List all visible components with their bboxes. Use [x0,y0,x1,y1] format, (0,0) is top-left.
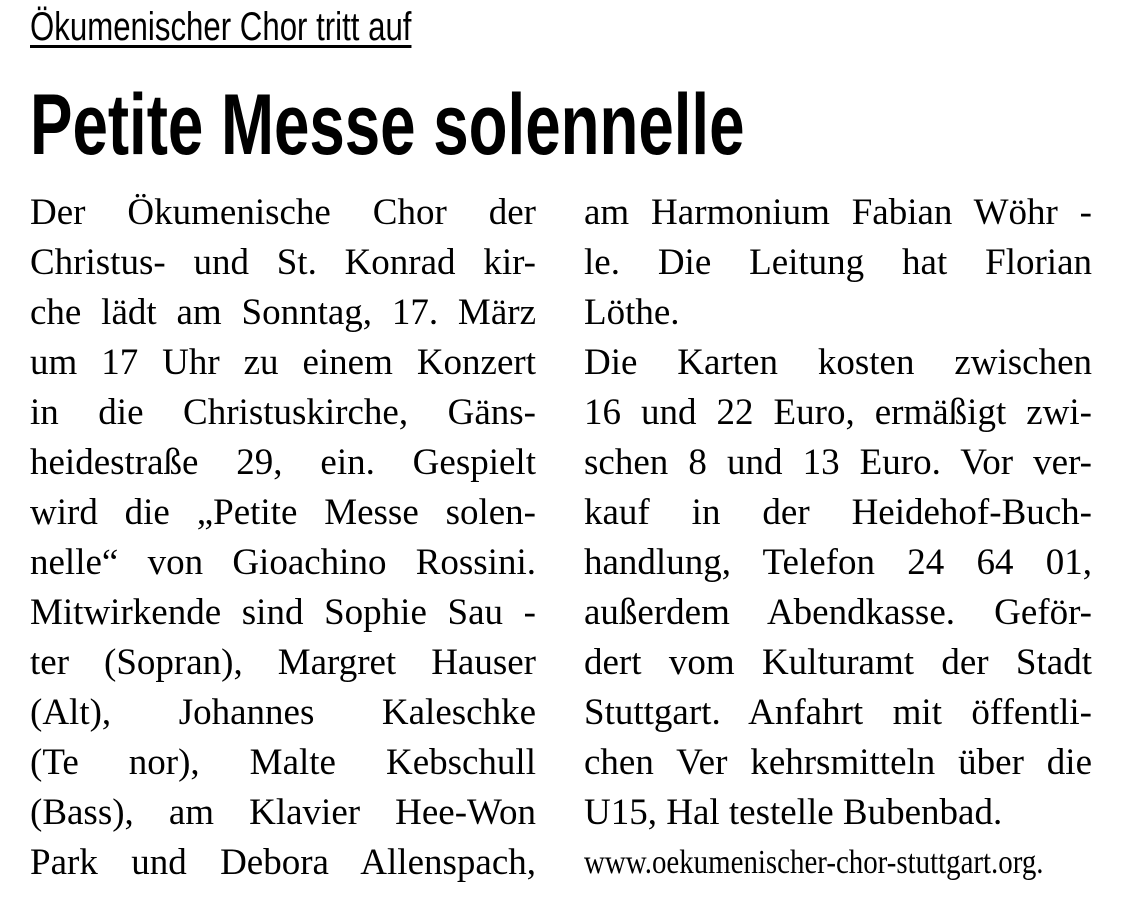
body-line: kauf in der Heidehof-Buch- [584,492,1092,533]
body-line: Die Karten kosten zwischen [584,342,1092,383]
body-line: um 17 Uhr zu einem Konzert [30,342,536,383]
body-line: handlung, Telefon 24 64 01, [584,542,1092,583]
body-line: (Te nor), Malte Kebschull [30,742,536,783]
body-line: (Bass), am Klavier Hee-Won [30,792,536,833]
body-line: U15, Hal testelle Bubenbad. [584,792,1003,833]
body-line: Der Ökumenische Chor der [30,192,536,233]
body-line: che lädt am Sonntag, 17. März [30,292,536,333]
body-line: dert vom Kulturamt der Stadt [584,642,1092,683]
body-line: Christus- und St. Konrad kir- [30,242,536,283]
body-line: Stuttgart. Anfahrt mit öffentli- [584,692,1092,733]
website-url: www.oekumenischer-chor-stuttgart.org. [584,844,1044,881]
body-line: wird die „Petite Messe solen- [30,492,536,533]
body-line: 16 und 22 Euro, ermäßigt zwi- [584,392,1092,433]
article-headline: Petite Messe solennelle [30,77,745,173]
article-column-2 [584,188,1092,888]
body-line: le. Die Leitung hat Florian [584,242,1092,283]
body-line: heidestraße 29, ein. Gespielt [30,442,536,483]
body-line: Mitwirkende sind Sophie Sau - [30,592,536,633]
body-line: außerdem Abendkasse. Geför- [584,592,1092,633]
body-line: Löthe. [584,292,680,333]
body-line: chen Ver kehrsmitteln über die [584,742,1092,783]
kicker-headline: Ökumenischer Chor tritt auf [30,5,412,49]
body-line: schen 8 und 13 Euro. Vor ver- [584,442,1092,483]
article-column-1 [30,188,536,888]
body-line: in die Christuskirche, Gäns- [30,392,536,433]
body-line: nelle“ von Gioachino Rossini. [30,542,536,583]
body-line: (Alt), Johannes Kaleschke [30,692,536,733]
body-line: am Harmonium Fabian Wöhr - [584,192,1092,233]
body-line: Park und Debora Allenspach, [30,842,536,883]
body-line: ter (Sopran), Margret Hauser [30,642,536,683]
